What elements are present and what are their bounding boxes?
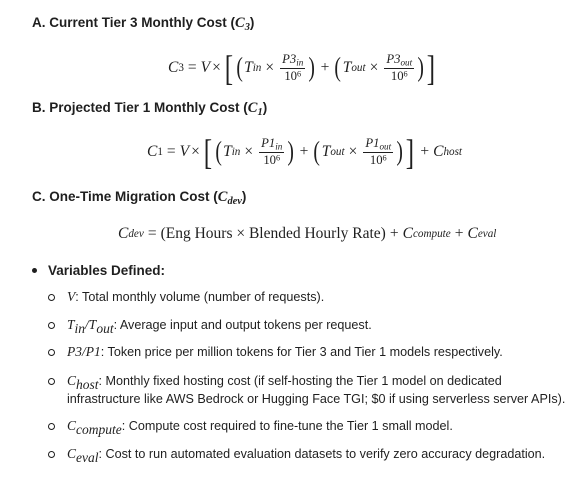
section-b-symbol-letter: C: [247, 100, 258, 116]
formula-a-p-out-sub: out: [400, 57, 413, 68]
variable-item-eval-text: [67, 445, 545, 463]
variables-heading-text: Variables Defined:: [48, 263, 166, 278]
formula-a-frac-in-num: [280, 53, 305, 68]
formula-a-p-in: P3: [282, 52, 297, 67]
section-a-heading-tail: ): [249, 15, 255, 30]
formula-b-plus-2: +: [420, 143, 430, 160]
variable-symbol-sub-2: out: [96, 320, 114, 336]
formula-a-times-3: ×: [369, 59, 379, 76]
section-a-symbol-letter: C: [235, 15, 245, 31]
variable-description: : Total monthly volume (number of requests).: [75, 290, 325, 304]
formula-b-p-out-sub: out: [379, 141, 392, 152]
variable-item-price-text: [67, 343, 503, 361]
bullet-circle-icon: [48, 322, 55, 329]
variable-symbol-sub: compute: [76, 421, 122, 437]
formula-a-frac-out-num: [384, 53, 414, 68]
variable-item-compute-text: [67, 417, 453, 435]
section-a-symbol: [235, 15, 250, 31]
variable-description: : Monthly fixed hosting cost (if self-hosting the Tier 1 model on dedicated: [98, 374, 502, 388]
formula-b-frac-out-num: [363, 137, 393, 152]
formula-b-frac-out-den: [368, 153, 389, 167]
formula-b-p-out: P1: [365, 136, 380, 151]
formula-b-equals: =: [166, 143, 176, 160]
variable-item-host: [48, 372, 565, 408]
formula-b-frac-in-num: [259, 137, 284, 152]
formula-a-bracket-close: ]: [427, 47, 436, 88]
formula-b-paren-open-1: (: [215, 135, 222, 167]
formula-c-plus: +: [389, 225, 399, 242]
variable-symbol: C: [67, 418, 77, 433]
variable-description: : Compute cost required to fine-tune the Tier 1 small model.: [121, 419, 453, 433]
variable-description: : Cost to run automated evaluation datasets to verify zero accuracy degradation.: [98, 447, 546, 461]
section-c-symbol: [218, 189, 242, 205]
section-c-symbol-letter: C: [217, 189, 228, 205]
formula-a-frac-in-den: [282, 69, 303, 83]
formula-a-volume: V: [200, 59, 211, 76]
formula-c-lhs: C: [118, 225, 129, 242]
formula-b-den-exp-2: 6: [382, 152, 387, 162]
variables-heading: [32, 263, 165, 278]
section-c-heading-text: C. One-Time Migration Cost (: [32, 189, 218, 204]
variable-item-price: [48, 343, 503, 361]
section-b-heading-tail: ): [262, 100, 268, 115]
formula-a-paren-open-1: (: [236, 51, 243, 83]
variable-symbol: P3/P1: [67, 344, 101, 359]
formula-a-bracket-open: [: [224, 47, 233, 88]
formula-b-bracket-open: [: [203, 131, 212, 172]
variable-symbol-sub: host: [76, 376, 99, 392]
bullet-circle-icon: [48, 378, 55, 385]
formula-a-equals: =: [187, 59, 197, 76]
formula-b-volume: V: [179, 143, 190, 160]
section-a-heading: [32, 15, 254, 32]
variable-symbol: V: [67, 289, 76, 304]
section-a-symbol-sub: 3: [244, 21, 250, 33]
variable-symbol-sub: in: [74, 320, 86, 336]
formula-b-times: ×: [191, 143, 200, 160]
formula-b-frac-in: [259, 137, 284, 167]
formula-a-frac-out: [384, 53, 414, 83]
variable-symbol: C: [67, 373, 77, 388]
formula-b-times-2: ×: [244, 143, 254, 160]
variable-symbol-2: T: [88, 317, 97, 332]
section-a-heading-text: A. Current Tier 3 Monthly Cost (: [32, 15, 236, 30]
formula-a-tin: T: [244, 59, 253, 76]
bullet-dot-icon: [32, 268, 37, 273]
formula-a-den-base-2: 10: [390, 68, 404, 83]
formula-c-plus-2: +: [454, 225, 464, 242]
variable-item-tokens-text: [67, 316, 372, 334]
variable-item-compute: [48, 417, 453, 435]
formula-a-paren-open-2: (: [334, 51, 342, 83]
bullet-circle-icon: [48, 294, 55, 301]
variable-item-v: [48, 288, 324, 306]
formula-a-den-base: 10: [284, 68, 298, 83]
formula-b-frac-out: [363, 137, 393, 167]
formula-c-equals: =: [147, 225, 157, 242]
variable-description: : Token price per million tokens for Tier 3 and Tier 1 models respectively.: [100, 345, 503, 359]
variable-symbol: T: [67, 317, 75, 332]
formula-a-times-2: ×: [265, 59, 275, 76]
section-c-heading-tail: ): [241, 189, 247, 204]
formula-c-compute: C: [402, 225, 413, 242]
formula-b-p-in: P1: [261, 136, 276, 151]
formula-b-plus: +: [299, 143, 309, 160]
section-b-heading-text: B. Projected Tier 1 Monthly Cost (: [32, 100, 248, 115]
formula-a-times: ×: [212, 59, 221, 76]
formula-a-paren-close-1: ): [308, 51, 316, 83]
variable-item-v-text: [67, 288, 324, 306]
formula-a-tout: T: [342, 59, 352, 76]
bullet-circle-icon: [48, 451, 55, 458]
bullet-circle-icon: [48, 423, 55, 430]
section-c-heading: [32, 189, 246, 206]
formula-b-paren-close-2: ): [396, 135, 404, 167]
formula-b-den-exp: 6: [276, 152, 281, 162]
variable-item-host-text: [67, 372, 565, 408]
formula-b-den-base: 10: [263, 152, 277, 167]
formula-a-frac-in: [280, 53, 305, 83]
variable-item-eval: [48, 445, 545, 463]
formula-a-p-in-sub: in: [296, 57, 304, 68]
formula-b-paren-close-1: ): [287, 135, 295, 167]
formula-b: C 1 = V × [ ( T in × $\frac{P1_{in}}{10^6}$ ) + ( T out × $\frac{P1_{out}}{10^6}$ ) ] + C host: [147, 131, 463, 172]
variable-description: : Average input and output tokens per request.: [113, 318, 372, 332]
formula-b-tin: T: [223, 143, 232, 160]
formula-b-lhs: C: [147, 143, 158, 160]
formula-b-times-3: ×: [348, 143, 358, 160]
formula-b-bracket-close: ]: [406, 131, 415, 172]
formula-c-body: (Eng Hours × Blended Hourly Rate): [160, 225, 386, 242]
formula-a-frac-out-den: [389, 69, 410, 83]
formula-b-den-base-2: 10: [369, 152, 383, 167]
formula-a-paren-close-2: ): [417, 51, 425, 83]
bullet-circle-icon: [48, 349, 55, 356]
formula-c-eval: C: [467, 225, 478, 242]
formula-a-den-exp: 6: [297, 68, 302, 78]
section-b-symbol: [248, 100, 263, 116]
formula-b-host: C: [433, 143, 444, 160]
formula-b-tout: T: [321, 143, 331, 160]
variable-symbol-sub: eval: [76, 449, 99, 465]
formula-b-p-in-sub: in: [275, 141, 283, 152]
variable-description-line-2: infrastructure like AWS Bedrock or Hugging Face TGI; $0 if using serverless server APIs).: [67, 392, 566, 406]
formula-a: C 3 = V × [ ( T in × $\frac{P3_{in}}{10^6}$ ) + ( T out × $\frac{P3_{out}}{10^6}$ ) ]: [168, 47, 436, 88]
formula-a-den-exp-2: 6: [403, 68, 408, 78]
formula-b-frac-in-den: [261, 153, 282, 167]
section-b-symbol-sub: 1: [257, 106, 263, 118]
formula-b-paren-open-2: (: [313, 135, 321, 167]
formula-a-lhs: C: [168, 59, 179, 76]
formula-c: C dev = (Eng Hours × Blended Hourly Rate) + C compute + C eval: [118, 225, 497, 242]
section-b-heading: [32, 100, 267, 117]
variable-symbol: C: [67, 446, 77, 461]
formula-a-p-out: P3: [386, 52, 401, 67]
variable-item-tokens: [48, 316, 372, 334]
variable-symbol-sep: /: [85, 317, 89, 332]
section-c-symbol-sub: dev: [227, 195, 242, 207]
formula-a-plus: +: [320, 59, 330, 76]
